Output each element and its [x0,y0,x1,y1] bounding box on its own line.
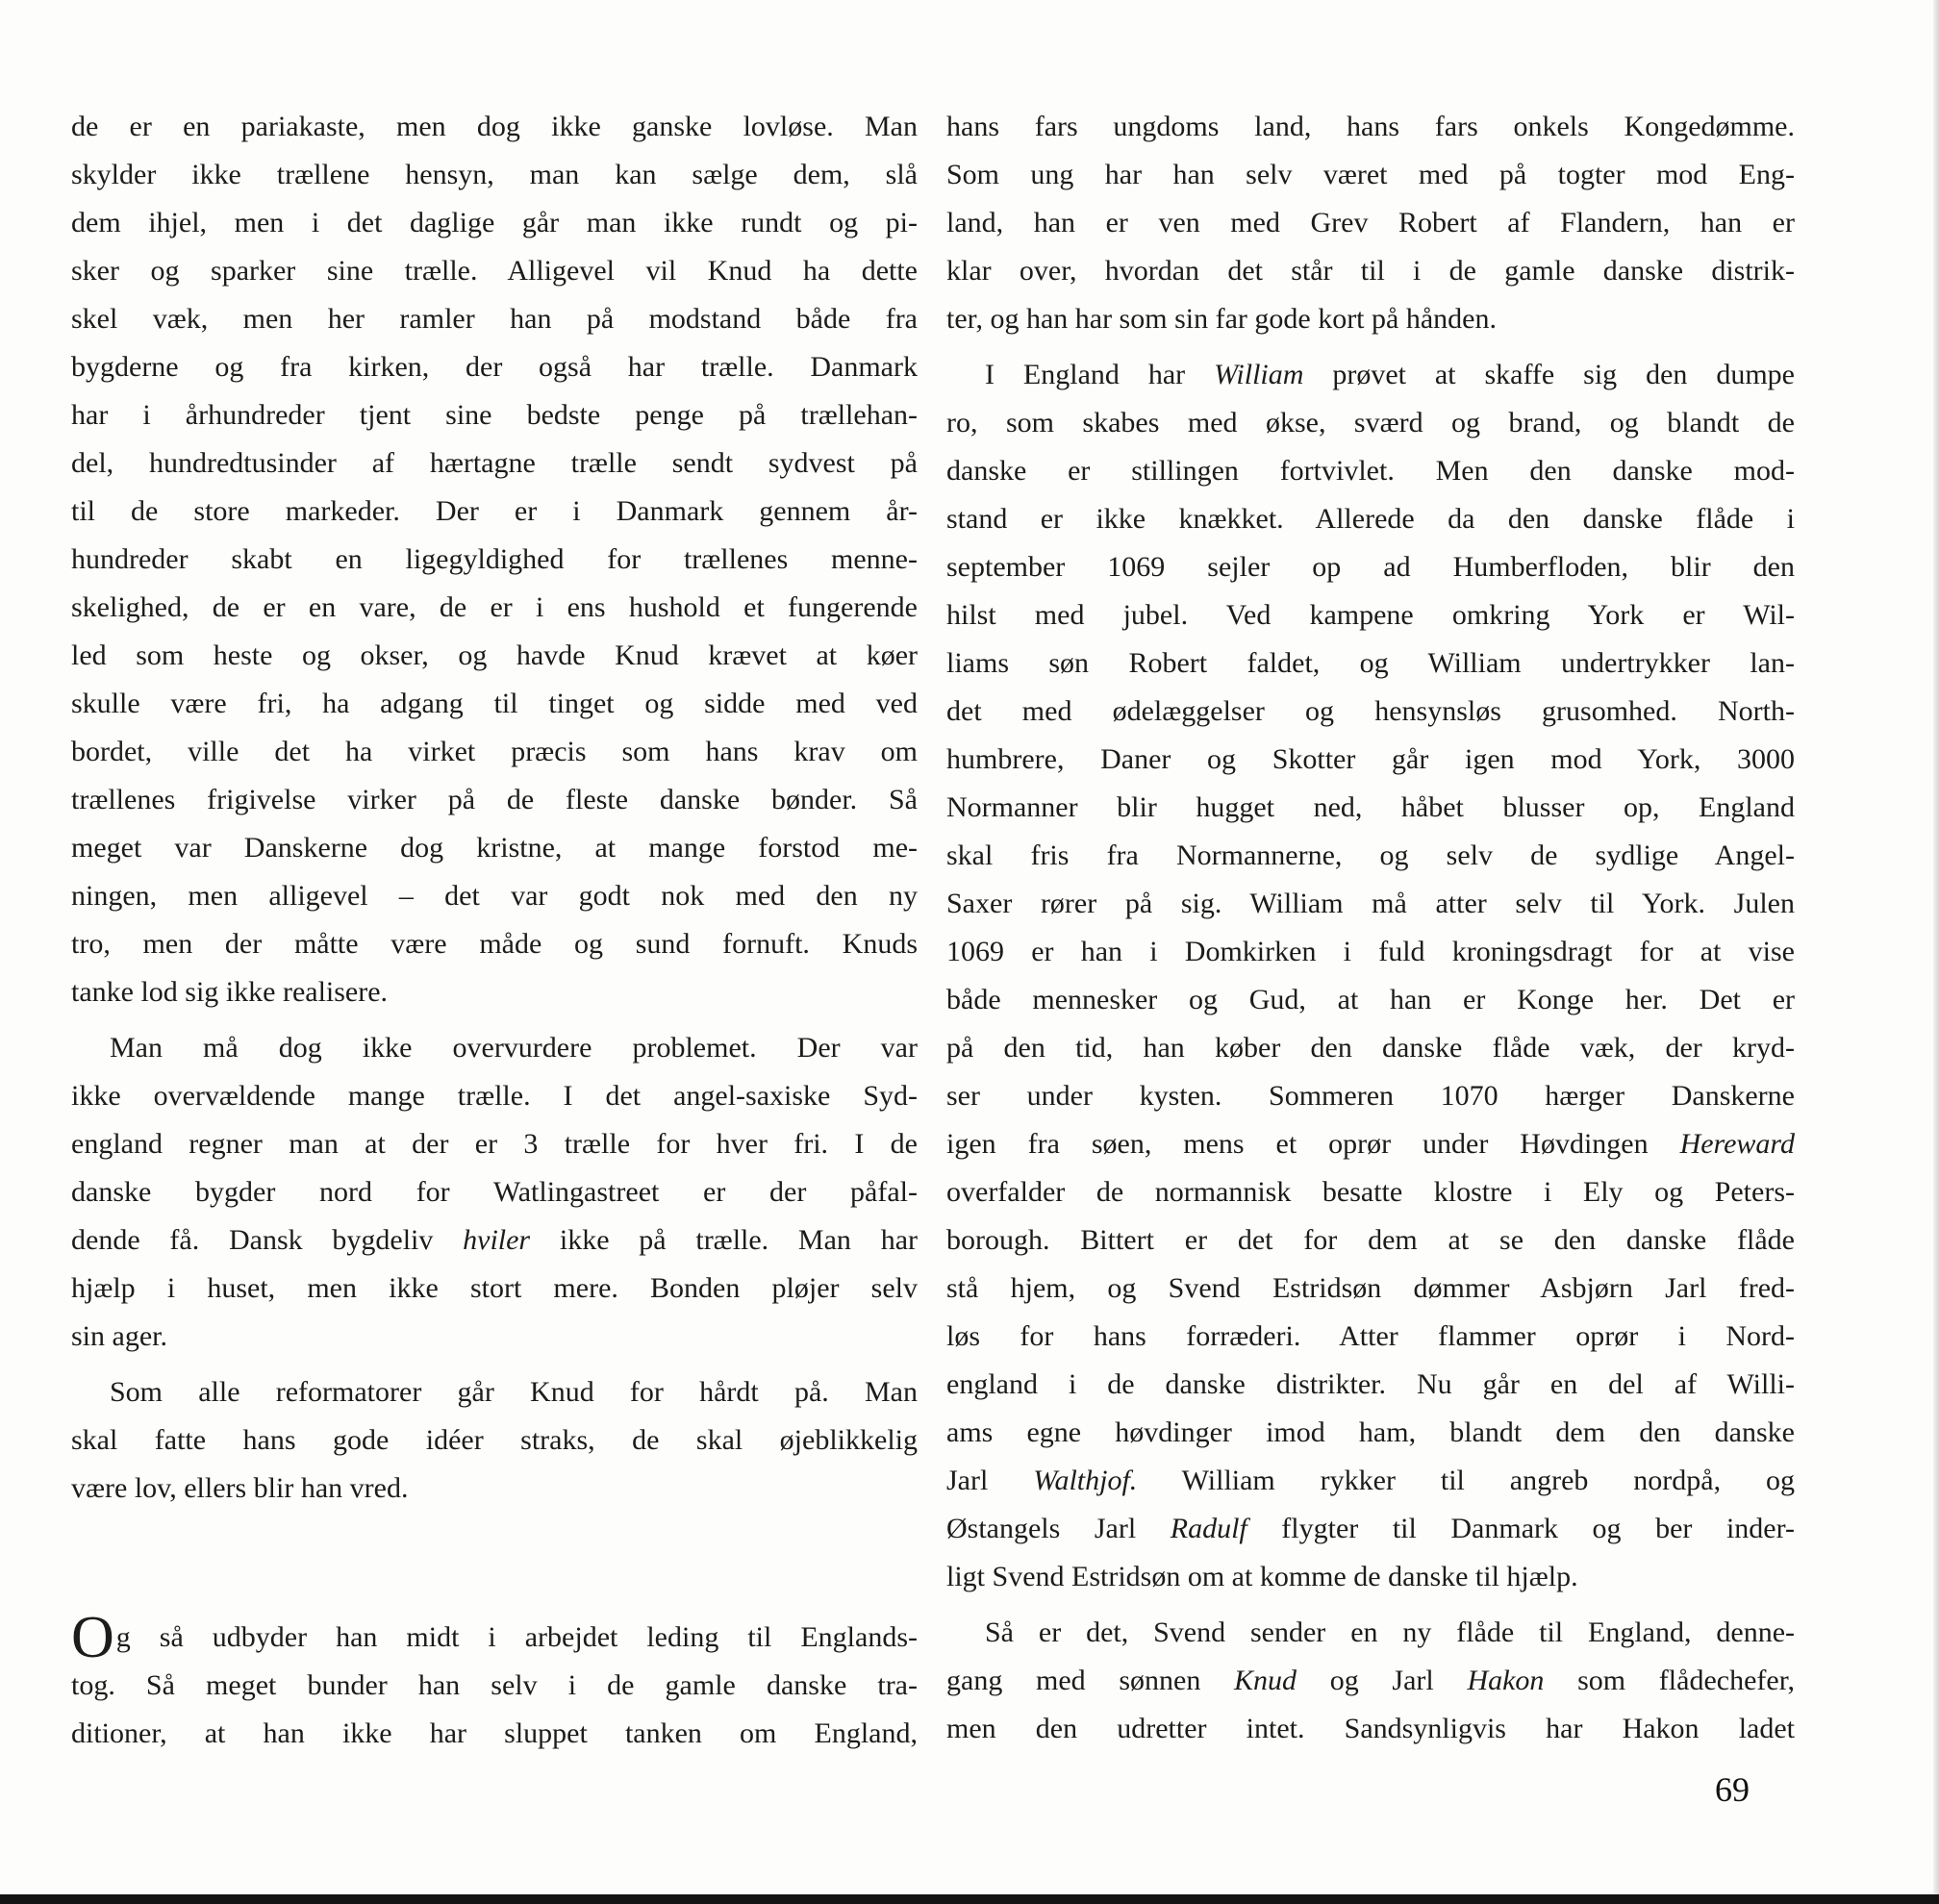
text-line: ro, som skabes med økse, sværd og brand, og blandt de [946,407,1795,438]
text-line: men den udretter intet. Sandsynligvis har Hakon ladet [946,1713,1795,1744]
paragraph-with-dropcap [71,1605,918,1758]
text-line: hans fars ungdoms land, hans fars onkels Kongedømme. [946,111,1795,142]
page-number: 69 [1715,1770,1750,1809]
text-line: skelighed, de er en vare, de er i ens hushold et fungerende [71,591,918,623]
text-line: på den tid, han køber den danske flåde væk, der kryd- [946,1032,1795,1064]
text-line: har i århundreder tjent sine bedste penge på trællehan- [71,399,918,431]
text-line: hjælp i huset, men ikke stort mere. Bonden pløjer selv [71,1272,918,1304]
paragraph [946,1609,1795,1753]
italic-word: hviler [463,1224,531,1256]
text-segment: gang med sønnen [946,1665,1235,1696]
text-segment: flygter til Danmark og ber inder- [1246,1513,1795,1544]
text-segment: William rykker til angreb nordpå, og [1137,1465,1795,1496]
text-line: Som ung har han selv været med på togter mod Eng- [946,159,1795,190]
page-edge-shadow [1933,0,1939,1904]
paragraph [71,103,918,1016]
text-line: skal fris fra Normannerne, og selv de sydlige Angel- [946,839,1795,871]
text-line: de er en pariakaste, men dog ikke ganske lovløse. Man [71,111,918,142]
text-line: Som alle reformatorer går Knud for hårdt på. Man [110,1376,918,1408]
italic-word: Hereward [1679,1128,1795,1160]
text-line [946,1505,1795,1553]
text-line: ter, og han har som sin far gode kort på hånden. [946,303,1497,335]
text-line: danske bygder nord for Watlingastreet er der påfal- [71,1176,918,1208]
text-line: både mennesker og Gud, at han er Konge her. Det er [946,984,1795,1015]
text-line: bordet, ville det ha virket præcis som hans krav om [71,736,918,767]
text-line: england regner man at der er 3 trælle for hver fri. I de [71,1128,918,1160]
text-line: led som heste og okser, og havde Knud krævet at køer [71,639,918,671]
italic-word: Hakon [1467,1665,1545,1696]
text-line: humbrere, Daner og Skotter går igen mod York, 3000 [946,743,1795,775]
text-line: ser under kysten. Sommeren 1070 hærger Danskerne [946,1080,1795,1112]
text-line: meget var Danskerne dog kristne, at mange forstod me- [71,832,918,864]
text-line [946,1120,1795,1168]
italic-word: Walthjof. [1033,1465,1138,1496]
text-segment: ikke på trælle. Man har [530,1224,918,1256]
text-line: det med ødelæggelser og hensynsløs grusomhed. North- [946,695,1795,727]
left-column [71,103,918,1758]
italic-word: William [1214,359,1304,390]
text-line: tro, men der måtte være måde og sund fornuft. Knuds [71,928,918,960]
text-line: løs for hans forræderi. Atter flammer oprør i Nord- [946,1320,1795,1352]
paragraph [71,1368,918,1513]
text-line: ikke overvældende mange trælle. I det angel-saxiske Syd- [71,1080,918,1112]
text-line: land, han er ven med Grev Robert af Flandern, han er [946,207,1795,238]
paragraph [946,351,1795,1601]
text-segment: prøvet at skaffe sig den dumpe [1303,359,1795,390]
text-segment: igen fra søen, mens et oprør under Høvdingen [946,1128,1680,1160]
text-line: Saxer rører på sig. William må atter selv til York. Julen [946,888,1795,919]
text-line [946,1657,1795,1705]
text-line: skal fatte hans gode idéer straks, de skal øjeblikkelig [71,1424,918,1456]
text-line: Så er det, Svend sender en ny flåde til England, denne- [985,1616,1795,1648]
text-line: til de store markeder. Der er i Danmark gennem år- [71,495,918,527]
text-line: hilst med jubel. Ved kampene omkring York er Wil- [946,599,1795,631]
text-line: 1069 er han i Domkirken i fuld kroningsdragt for at vise [946,936,1795,967]
text-line: danske er stillingen fortvivlet. Men den danske mod- [946,455,1795,487]
paragraph [71,1024,918,1361]
text-line: trællenes frigivelse virker på de fleste danske bønder. Så [71,784,918,815]
text-line [71,1605,918,1670]
text-line: overfalder de normannisk besatte klostre i Ely og Peters- [946,1176,1795,1208]
text-line: Man må dog ikke overvurdere problemet. Der var [110,1032,918,1064]
text-line: skylder ikke trællene hensyn, man kan sælge dem, slå [71,159,918,190]
text-line: ams egne høvdinger imod ham, blandt dem den danske [946,1416,1795,1448]
text-line: sker og sparker sine trælle. Alligevel vil Knud ha dette [71,255,918,287]
text-line [946,1457,1795,1505]
text-line: liams søn Robert faldet, og William undertrykker lan- [946,647,1795,679]
text-line: ligt Svend Estridsøn om at komme de danske til hjælp. [946,1561,1578,1592]
text-segment: dende få. Dansk bygdeliv [71,1224,464,1256]
text-segment: som flådechefer, [1544,1665,1795,1696]
text-line: borough. Bittert er det for dem at se den danske flåde [946,1224,1795,1256]
text-line: hundreder skabt en ligegyldighed for trællenes menne- [71,543,918,575]
text-line [71,1216,918,1265]
text-line: stå hjem, og Svend Estridsøn dømmer Asbjørn Jarl fred- [946,1272,1795,1304]
text-segment: Østangels Jarl [946,1513,1171,1544]
text-segment: g så udbyder han midt i arbejdet leding til Englands- [115,1621,918,1653]
text-line: sin ager. [71,1320,167,1352]
italic-word: Radulf [1170,1513,1247,1544]
paragraph [946,103,1795,343]
text-line: ningen, men alligevel – det var godt nok med den ny [71,880,918,912]
text-line: skulle være fri, ha adgang til tinget og sidde med ved [71,688,918,719]
text-line: del, hundredtusinder af hærtagne trælle sendt sydvest på [71,447,918,479]
right-column [946,103,1795,1753]
text-line: tanke lod sig ikke realisere. [71,976,389,1008]
text-segment: og Jarl [1297,1665,1468,1696]
text-line: september 1069 sejler op ad Humberfloden, blir den [946,551,1795,583]
text-line: dem ihjel, men i det daglige går man ikke rundt og pi- [71,207,918,238]
page-bottom-edge [0,1894,1939,1904]
text-line: skel væk, men her ramler han på modstand både fra [71,303,918,335]
text-line: Normanner blir hugget ned, håbet blusser op, England [946,791,1795,823]
text-segment: Jarl [946,1465,1034,1496]
text-line: være lov, ellers blir han vred. [71,1472,409,1504]
text-line: england i de danske distrikter. Nu går en del af Willi- [946,1368,1795,1400]
text-line: bygderne og fra kirken, der også har trælle. Danmark [71,351,918,383]
text-line: ditioner, at han ikke har sluppet tanken om England, [71,1717,918,1749]
text-segment: I England har [985,359,1215,390]
drop-cap: O [71,1605,114,1670]
text-line [946,351,1795,399]
text-line: tog. Så meget bunder han selv i de gamle danske tra- [71,1669,918,1701]
text-line: klar over, hvordan det står til i de gamle danske distrik- [946,255,1795,287]
italic-word: Knud [1234,1665,1297,1696]
text-line: stand er ikke knækket. Allerede da den danske flåde i [946,503,1795,535]
